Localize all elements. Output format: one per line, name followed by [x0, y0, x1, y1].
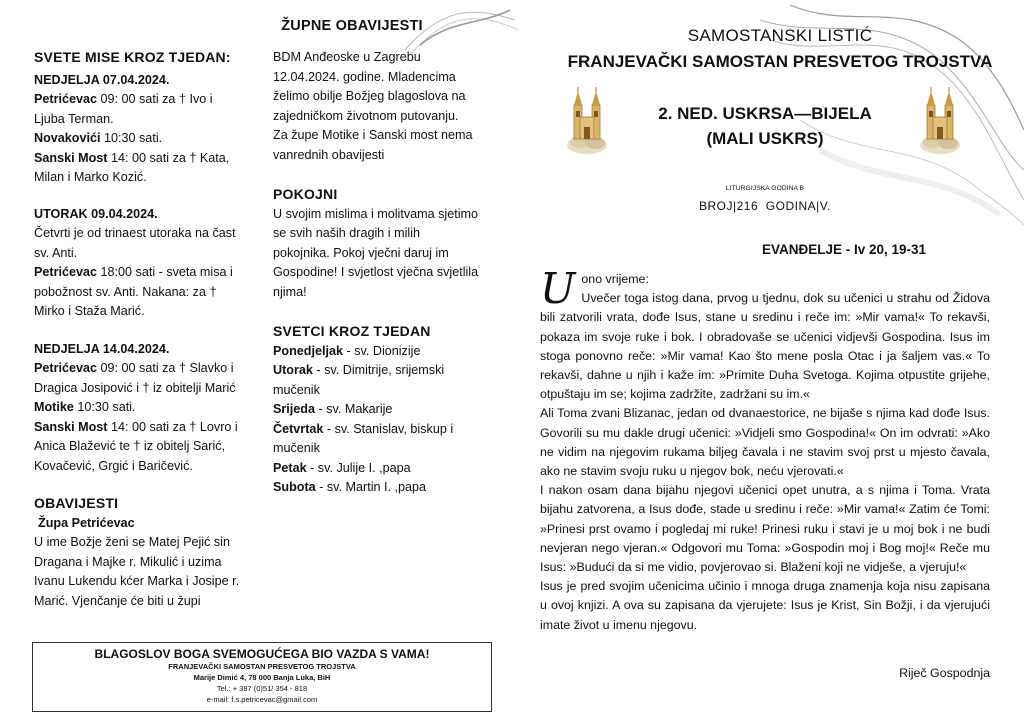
- saint-entry: Utorak - sv. Dimitrije, srijemski mučenik: [273, 363, 445, 397]
- saint-entry: Četvrtak - sv. Stanislav, biskup i mučenik: [273, 421, 454, 455]
- footer-blessing: BLAGOSLOV BOGA SVEMOGUĆEGA BIO VAZDA S VAMA!: [94, 647, 430, 661]
- gospel-intro: [540, 264, 990, 404]
- mass-entry: Petrićevac 09: 00 sati za † Slavko i Dragica Josipović i † iz obitelji Marić: [34, 361, 236, 395]
- zupne-obavijesti-title: ŽUPNE OBAVIJESTI: [281, 18, 423, 34]
- drop-cap: U: [540, 264, 576, 313]
- pretitle: SAMOSTANSKI LISTIĆ: [687, 26, 873, 45]
- mass-entry: Novakovići 10:30 sati.: [34, 131, 163, 145]
- footer-box: [32, 642, 492, 712]
- gospel-paragraph-1: Uvečer toga istog dana, prvog u tjednu, dok su učenici u strahu od Židova bili zatvorili vrata, dođe Isus, stane u sredinu i reče im: »Mir vama!« To rekavši, pokaza im svoje ruke i bok. I obradovaše se učenici vidjevši Gospodina. Isus im stoga ponovno reče: »Mir vama! Kao što mene posla Otac i ja šaljem vas.« To rekavši, dahne u njih i kaže im: »Primite Duha Svetoga. Kojima otpustite grijehe, otpuštaju im se; kojima zadržite, zadržani su im.«: [540, 291, 990, 402]
- footer-email[interactable]: e-mail: f.s.petricevac@gmail.com: [206, 695, 318, 704]
- footer-org: FRANJEVAČKI SAMOSTAN PRESVETOG TROJSTVA: [168, 662, 356, 671]
- gospel-closing: Riječ Gospodnja: [899, 666, 990, 680]
- mass-entry: Petrićevac 09: 00 sati za † Ivo i Ljuba Terman.: [34, 92, 213, 126]
- gospel-text: [540, 264, 990, 635]
- mass-intro: Četvrti je od trinaest utoraka na čast sv. Anti.: [34, 226, 236, 260]
- notice-continued: BDM Anđeoske u Zagrebu 12.04.2024. godine. Mladencima želimo obilje Božjeg blagoslova na zajedničkom životnom putovanju.: [273, 50, 466, 123]
- monastery-title: FRANJEVAČKI SAMOSTAN PRESVETOG TROJSTVA: [567, 52, 993, 71]
- gospel-paragraph-4: Isus je pred svojim učenicima učinio i mnoga druga znamenja koja nisu zapisana u ovoj knjizi. A ova su zapisana da vjerujete: Isus je Krist, Sin Božji, i da vjerujući imate život u imenu njegovu.: [540, 579, 990, 632]
- parish-subtitle: Župa Petrićevac: [38, 515, 135, 530]
- mass-date-3: NEDJELJA 14.04.2024.: [34, 341, 170, 356]
- mass-entry: Sanski Most 14: 00 sati za † Lovro i Anica Blažević te † iz obitelj Sarić, Kovačević, Grgić i Baričević.: [34, 419, 238, 473]
- gospel-paragraph-2: Ali Toma zvani Blizanac, jedan od dvanaestorice, ne bijaše s njima kad dođe Isus. Govorili su mu dakle drugi učenici: »Vidjeli smo Gospodina!« On im odvrati: »Ako ne vidim na njegovim rukama biljeg čavala i ne stavim svoj prst u mjesto čavala, ako ne stavim svoju ruku u njegov bok, neću vjerovati.«: [540, 406, 990, 479]
- issue-number: BROJ|216 GODINA|V.: [698, 199, 831, 213]
- footer-address: Marije Dimić 4, 78 000 Banja Luka, BiH: [193, 673, 331, 682]
- mass-date-1: NEDJELJA 07.04.2024.: [34, 72, 170, 87]
- masses-column: [34, 48, 246, 611]
- saint-entry: Srijeda - sv. Makarije: [273, 402, 393, 416]
- saints-title: SVETCI KROZ TJEDAN: [273, 323, 431, 339]
- footer-phone: Tel.: + 387 (0)51/ 354 - 818: [216, 684, 308, 693]
- gospel-title: EVANĐELJE - Iv 20, 19-31: [762, 242, 927, 257]
- sunday-title-line1: 2. NED. USKRSA—BIJELA: [658, 104, 872, 123]
- liturgical-year: LITURGIJSKA GODINA B: [725, 185, 805, 192]
- pokojni-title: POKOJNI: [273, 186, 338, 202]
- notices-column: [273, 48, 479, 498]
- masses-title: SVETE MISE KROZ TJEDAN:: [34, 49, 231, 65]
- obavijesti-text: U ime Božje ženi se Matej Pejić sin Dragana i Majke r. Mikulić i uzima Ivanu Lukendu kćer Marka i Josipe r. Marić. Vjenčanje će biti u župi: [34, 535, 240, 608]
- mass-date-2: UTORAK 09.04.2024.: [34, 206, 158, 221]
- saint-entry: Petak - sv. Julije I. ,papa: [273, 460, 411, 475]
- notice-other-parishes: Za župe Motike i Sanski most nema vanrednih obavijesti: [273, 128, 473, 162]
- obavijesti-title: OBAVIJESTI: [34, 495, 119, 511]
- mass-entry: Motike 10:30 sati.: [34, 400, 136, 414]
- pokojni-text: U svojim mislima i molitvama sjetimo se svih naših dragih i milih pokojnika. Pokoj vječni daruj im Gospodine! I svjetlost vječna svjetlila njima!: [273, 206, 479, 299]
- saint-entry: Subota - sv. Martin I. ,papa: [273, 480, 427, 494]
- mass-entry: Sanski Most 14: 00 sati za † Kata, Milan i Marko Kozić.: [34, 150, 230, 184]
- mass-entry: Petrićevac 18:00 sati - sveta misa i pobožnost sv. Anti. Nakana: za † Mirko i Staža Marić.: [34, 265, 233, 318]
- saint-entry: Ponedjeljak - sv. Dionizije: [273, 343, 421, 358]
- gospel-paragraph-3: I nakon osam dana bijahu njegovi učenici opet unutra, a s njima i Toma. Vrata bijahu zatvorena, a Isus dođe, stade u sredinu i reče: »Mir vama!« Zatim će Tomi: »Prinesi prst ovamo i pogledaj mi ruke! Prinesi ruku i stavi je u moj bok i ne budi nevjeran nego vjeran.« Odgovori mu Toma: »Gospodin moj i Bog moj!« Reče mu Isus: »Budući da si me vidio, povjerovao si. Blaženi koji ne vidješe, a vjeruju!«: [540, 483, 990, 575]
- sunday-title-line2: (MALI USKRS): [706, 129, 824, 148]
- gospel-first-line: ono vrijeme:: [581, 272, 649, 286]
- sunday-title: [600, 101, 930, 151]
